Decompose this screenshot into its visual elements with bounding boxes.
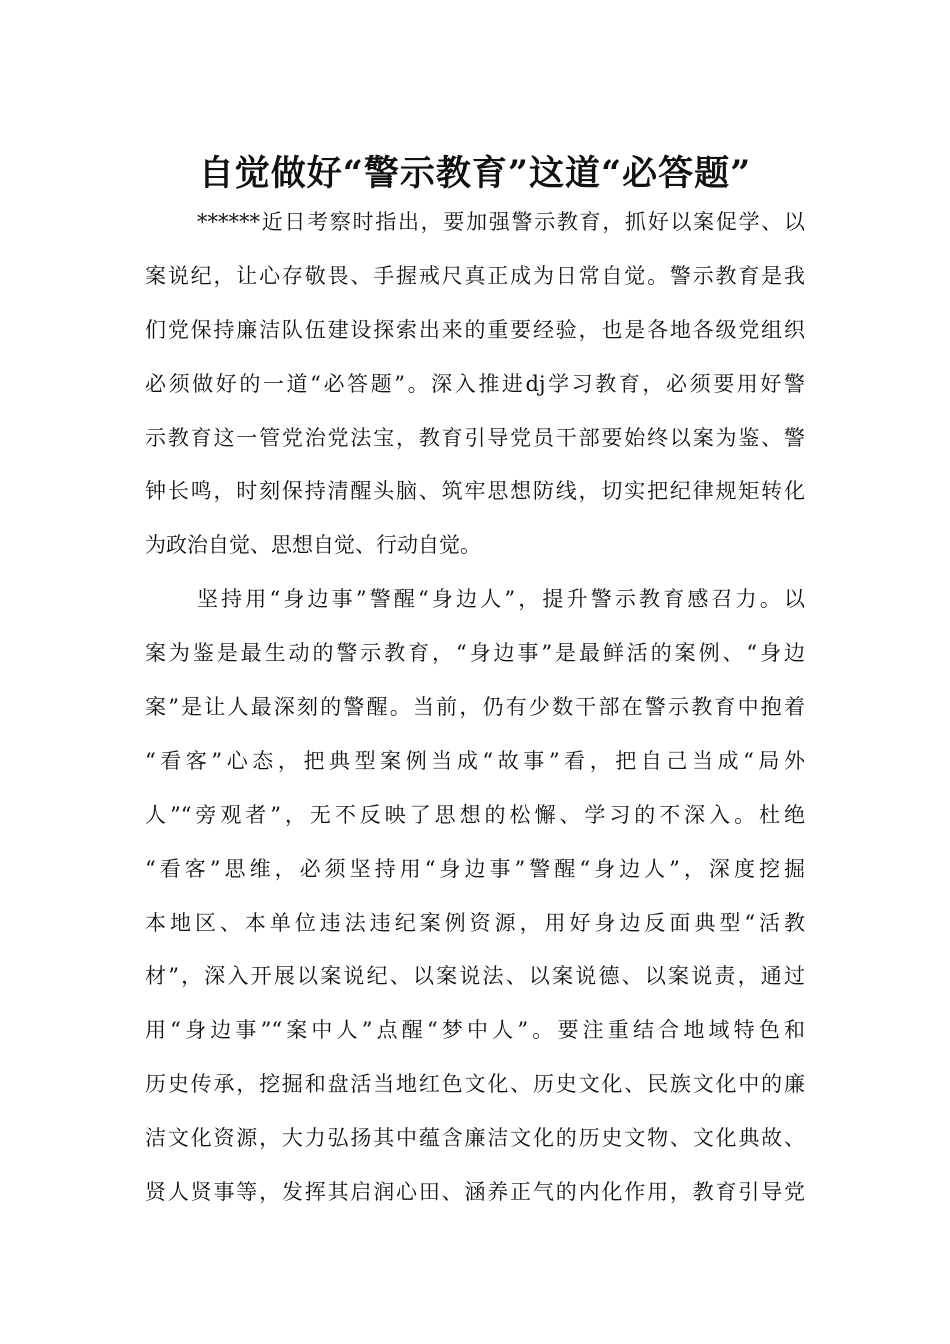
text-line: 们党保持廉洁队伍建设探索出来的重要经验，也是各地各级党组织 (145, 317, 805, 342)
text-line: 材”，深入开展以案说纪、以案说法、以案说德、以案说责，通过 (145, 964, 805, 989)
text-line: 坚持用“身边事”警醒“身边人”，提升警示教育感召力。以 (197, 587, 805, 612)
text-line: 示教育这一管党治党法宝，教育引导党员干部要始终以案为鉴、警 (145, 425, 805, 450)
text-line: 贤人贤事等，发挥其启润心田、涵养正气的内化作用，教育引导党 (145, 1180, 805, 1205)
text-line: 历史传承，挖掘和盘活当地红色文化、历史文化、民族文化中的廉 (145, 1072, 805, 1097)
text-line: 钟长鸣，时刻保持清醒头脑、筑牢思想防线，切实把纪律规矩转化 (145, 479, 805, 504)
text-line: 案说纪，让心存敬畏、手握戒尺真正成为日常自觉。警示教育是我 (145, 263, 805, 288)
text-line: 案为鉴是最生动的警示教育，“身边事”是最鲜活的案例、“身边 (145, 641, 805, 666)
document-title: 自觉做好“警示教育”这道“必答题” (198, 153, 752, 195)
text-line: 必须做好的一道“必答题”。深入推进dj学习教育，必须要用好警 (145, 371, 805, 396)
text-line: “看客”思维，必须坚持用“身边事”警醒“身边人”，深度挖掘 (145, 856, 805, 881)
text-line: ******近日考察时指出，要加强警示教育，抓好以案促学、以 (197, 210, 805, 234)
document-body (145, 196, 805, 1220)
paragraph-1 (145, 196, 805, 573)
text-line: “看客”心态，把典型案例当成“故事”看，把自己当成“局外 (145, 748, 805, 773)
text-line: 本地区、本单位违法违纪案例资源，用好身边反面典型“活教 (145, 910, 805, 935)
paragraph-2 (145, 573, 805, 1220)
text-line: 为政治自觉、思想自觉、行动自觉。 (145, 533, 481, 558)
text-line: 用“身边事”“案中人”点醒“梦中人”。要注重结合地域特色和 (145, 1018, 805, 1043)
text-line: 案”是让人最深刻的警醒。当前，仍有少数干部在警示教育中抱着 (145, 695, 805, 720)
text-line: 人”“旁观者”，无不反映了思想的松懈、学习的不深入。杜绝 (145, 802, 805, 827)
text-line: 洁文化资源，大力弘扬其中蕴含廉洁文化的历史文物、文化典故、 (145, 1126, 805, 1151)
